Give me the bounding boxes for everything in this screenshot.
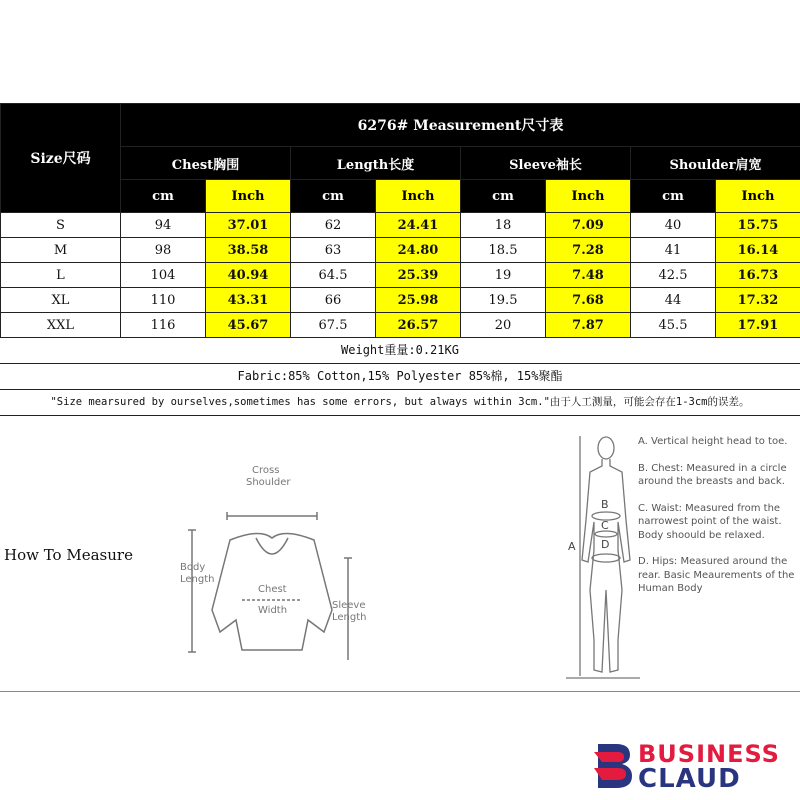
table-row bbox=[1, 238, 800, 263]
label-d: D bbox=[601, 538, 610, 551]
size-label: L bbox=[1, 263, 121, 288]
table-cell: 67.5 bbox=[291, 313, 376, 338]
table-cell: 42.5 bbox=[631, 263, 716, 288]
table-row bbox=[1, 313, 800, 338]
how-to-measure-label: How To Measure bbox=[4, 546, 133, 564]
unit-inch: Inch bbox=[546, 180, 631, 213]
sleeve-length-label: Sleeve bbox=[332, 600, 366, 611]
unit-cm: cm bbox=[461, 180, 546, 213]
table-cell: 104 bbox=[121, 263, 206, 288]
note-hips: D. Hips: Measured around the rear. Basic Meaurements of the Human Body bbox=[638, 556, 795, 594]
size-label: M bbox=[1, 238, 121, 263]
unit-inch: Inch bbox=[206, 180, 291, 213]
table-cell: 15.75 bbox=[716, 213, 800, 238]
chest-width-label: Chest bbox=[258, 584, 287, 595]
table-cell: 17.91 bbox=[716, 313, 800, 338]
measurement-notes bbox=[638, 435, 798, 609]
label-a: A bbox=[568, 540, 576, 553]
table-cell: 116 bbox=[121, 313, 206, 338]
note-chest: B. Chest: Measured in a circle around the breasts and back. bbox=[638, 462, 787, 487]
column-header-chest: Chest胸围 bbox=[121, 147, 291, 180]
table-cell: 25.39 bbox=[376, 263, 461, 288]
table-row bbox=[1, 288, 800, 313]
size-label: XL bbox=[1, 288, 121, 313]
table-cell: 44 bbox=[631, 288, 716, 313]
body-length-label: Length bbox=[180, 574, 215, 585]
fabric-info: Fabric:85% Cotton,15% Polyester 85%棉, 15%聚酯 bbox=[0, 364, 800, 390]
body-outline bbox=[582, 459, 630, 672]
table-cell: 19 bbox=[461, 263, 546, 288]
table-cell: 45.5 bbox=[631, 313, 716, 338]
logo-text-claud: CLAUD bbox=[638, 764, 741, 794]
table-cell: 63 bbox=[291, 238, 376, 263]
table-title: 6276# Measurement尺寸表 bbox=[121, 104, 800, 147]
chest-width-label: Width bbox=[258, 605, 288, 616]
logo-text-business: BUSINESS bbox=[638, 740, 780, 768]
table-cell: 25.98 bbox=[376, 288, 461, 313]
column-header-length: Length长度 bbox=[291, 147, 461, 180]
column-header-sleeve: Sleeve袖长 bbox=[461, 147, 631, 180]
table-cell: 18 bbox=[461, 213, 546, 238]
head-outline bbox=[598, 437, 614, 459]
table-cell: 20 bbox=[461, 313, 546, 338]
table-row bbox=[1, 213, 800, 238]
divider bbox=[0, 691, 800, 692]
table-cell: 18.5 bbox=[461, 238, 546, 263]
unit-cm: cm bbox=[291, 180, 376, 213]
table-cell: 98 bbox=[121, 238, 206, 263]
table-cell: 17.32 bbox=[716, 288, 800, 313]
size-label: XXL bbox=[1, 313, 121, 338]
size-table bbox=[0, 103, 800, 338]
disclaimer-text: "Size mearsured by ourselves,sometimes has some errors, but always within 3cm."由于人工测量，可能会存在1-3cm的误差。 bbox=[0, 390, 800, 416]
table-cell: 64.5 bbox=[291, 263, 376, 288]
table-cell: 94 bbox=[121, 213, 206, 238]
hip-line bbox=[592, 554, 620, 562]
table-cell: 66 bbox=[291, 288, 376, 313]
table-cell: 110 bbox=[121, 288, 206, 313]
table-cell: 7.28 bbox=[546, 238, 631, 263]
sweater-neckline bbox=[256, 538, 288, 554]
size-chart-section bbox=[0, 103, 800, 416]
unit-cm: cm bbox=[121, 180, 206, 213]
table-cell: 16.73 bbox=[716, 263, 800, 288]
cross-shoulder-label: Cross bbox=[252, 465, 280, 476]
table-cell: 41 bbox=[631, 238, 716, 263]
table-row bbox=[1, 263, 800, 288]
table-cell: 43.31 bbox=[206, 288, 291, 313]
table-cell: 26.57 bbox=[376, 313, 461, 338]
column-header-shoulder: Shoulder肩宽 bbox=[631, 147, 800, 180]
table-cell: 40 bbox=[631, 213, 716, 238]
table-cell: 16.14 bbox=[716, 238, 800, 263]
unit-cm: cm bbox=[631, 180, 716, 213]
table-cell: 24.80 bbox=[376, 238, 461, 263]
weight-info: Weight重量:0.21KG bbox=[0, 338, 800, 364]
table-cell: 24.41 bbox=[376, 213, 461, 238]
note-height: A. Vertical height head to toe. bbox=[638, 436, 788, 447]
table-cell: 37.01 bbox=[206, 213, 291, 238]
table-cell: 7.68 bbox=[546, 288, 631, 313]
sweater-measure-diagram bbox=[172, 460, 372, 660]
table-cell: 7.48 bbox=[546, 263, 631, 288]
unit-inch: Inch bbox=[376, 180, 461, 213]
table-cell: 62 bbox=[291, 213, 376, 238]
label-b: B bbox=[601, 498, 609, 511]
business-claud-logo bbox=[592, 740, 792, 794]
size-label: S bbox=[1, 213, 121, 238]
table-cell: 7.09 bbox=[546, 213, 631, 238]
body-figure-diagram bbox=[566, 430, 640, 692]
sleeve-length-label: Length bbox=[332, 612, 367, 623]
body-length-label: Body bbox=[180, 562, 206, 573]
table-cell: 38.58 bbox=[206, 238, 291, 263]
size-header: Size尺码 bbox=[1, 104, 121, 213]
note-waist: C. Waist: Measured from the narrowest point of the waist. Body shoould be relaxed. bbox=[638, 502, 782, 541]
label-c: C bbox=[601, 519, 609, 532]
table-cell: 7.87 bbox=[546, 313, 631, 338]
table-cell: 45.67 bbox=[206, 313, 291, 338]
unit-inch: Inch bbox=[716, 180, 800, 213]
how-to-measure-section bbox=[0, 420, 800, 692]
logo-mark-icon bbox=[592, 740, 636, 790]
cross-shoulder-label: Shoulder bbox=[246, 477, 291, 488]
table-cell: 40.94 bbox=[206, 263, 291, 288]
table-cell: 19.5 bbox=[461, 288, 546, 313]
